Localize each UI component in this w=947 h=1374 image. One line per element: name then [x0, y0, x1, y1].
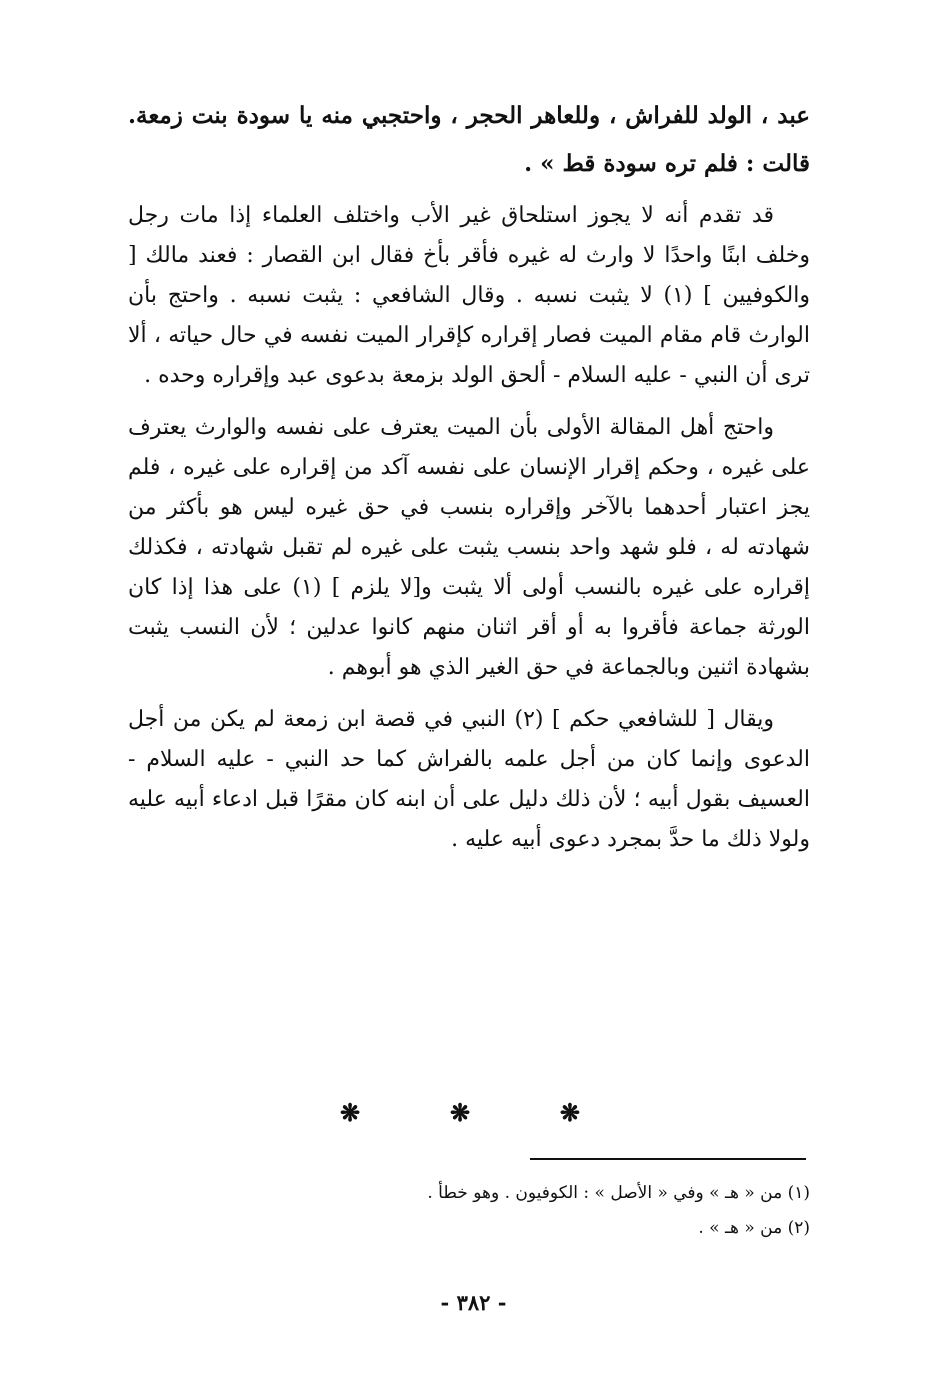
footnote-2: (٢) من « هـ » . — [698, 1218, 810, 1238]
page-body — [128, 92, 810, 872]
star-ornament: ❋ — [340, 1098, 361, 1127]
page-number: - ٣٨٢ - — [440, 1290, 507, 1315]
section-separator — [340, 1098, 580, 1127]
paragraph-argument-first-view: واحتج أهل المقالة الأولى بأن الميت يعترف على نفسه والوارث يعترف على غيره ، وحكم إقرار الإنسان على نفسه آكد من إقراره على غيره ، فلم يجز اعتبار أحدهما بالآخر وإقراره بنسب في حق غيره ليس هو بأكثر من شهادته له ، فلو شهد واحد بنسب يثبت على غيره لم تقبل شهادته ، فكذلك إقراره على غيره بالنسب أولى ألا يثبت و[لا يلزم ] (١) على هذا إذا كان الورثة جماعة فأقروا به أو أقر اثنان منهم كانوا عدلين ؛ لأن النسب يثبت بشهادة اثنين وبالجماعة في حق الغير الذي هو أبوهم . — [128, 415, 810, 680]
footnotes — [300, 1176, 810, 1246]
paragraph-istilhaq: قد تقدم أنه لا يجوز استلحاق غير الأب واختلف العلماء إذا مات رجل وخلف ابنًا واحدًا لا وارث له غيره فأقر بأخ فقال ابن القصار : فعند مالك [ والكوفيين ] (١) لا يثبت نسبه . وقال الشافعي : يثبت نسبه . واحتج بأن الوارث قام مقام الميت فصار إقراره كإقرار الميت نفسه في حال حياته ، ألا ترى أن النبي - عليه السلام - ألحق الولد بزمعة بدعوى عبد وإقراره وحده . — [128, 203, 810, 388]
paragraph-hadith-ending: عبد ، الولد للفراش ، وللعاهر الحجر ، واحتجبي منه يا سودة بنت زمعة. قالت : فلم تره سودة قط » . — [128, 102, 810, 177]
star-ornament: ❋ — [449, 1098, 471, 1127]
paragraph-reply-shafii: ويقال [ للشافعي حكم ] (٢) النبي في قصة ابن زمعة لم يكن من أجل الدعوى وإنما كان من أجل علمه بالفراش كما حد النبي - عليه السلام - العسيف بقول أبيه ؛ لأن ذلك دليل على أن ابنه كان مقرًا قبل ادعاء أبيه عليه ولولا ذلك ما حدَّ بمجرد دعوى أبيه عليه . — [128, 707, 810, 852]
footnote-divider — [530, 1158, 806, 1160]
star-ornament: ❋ — [559, 1098, 580, 1127]
footnote-1: (١) من « هـ » وفي « الأصل » : الكوفيون . وهو خطأ . — [427, 1183, 810, 1203]
